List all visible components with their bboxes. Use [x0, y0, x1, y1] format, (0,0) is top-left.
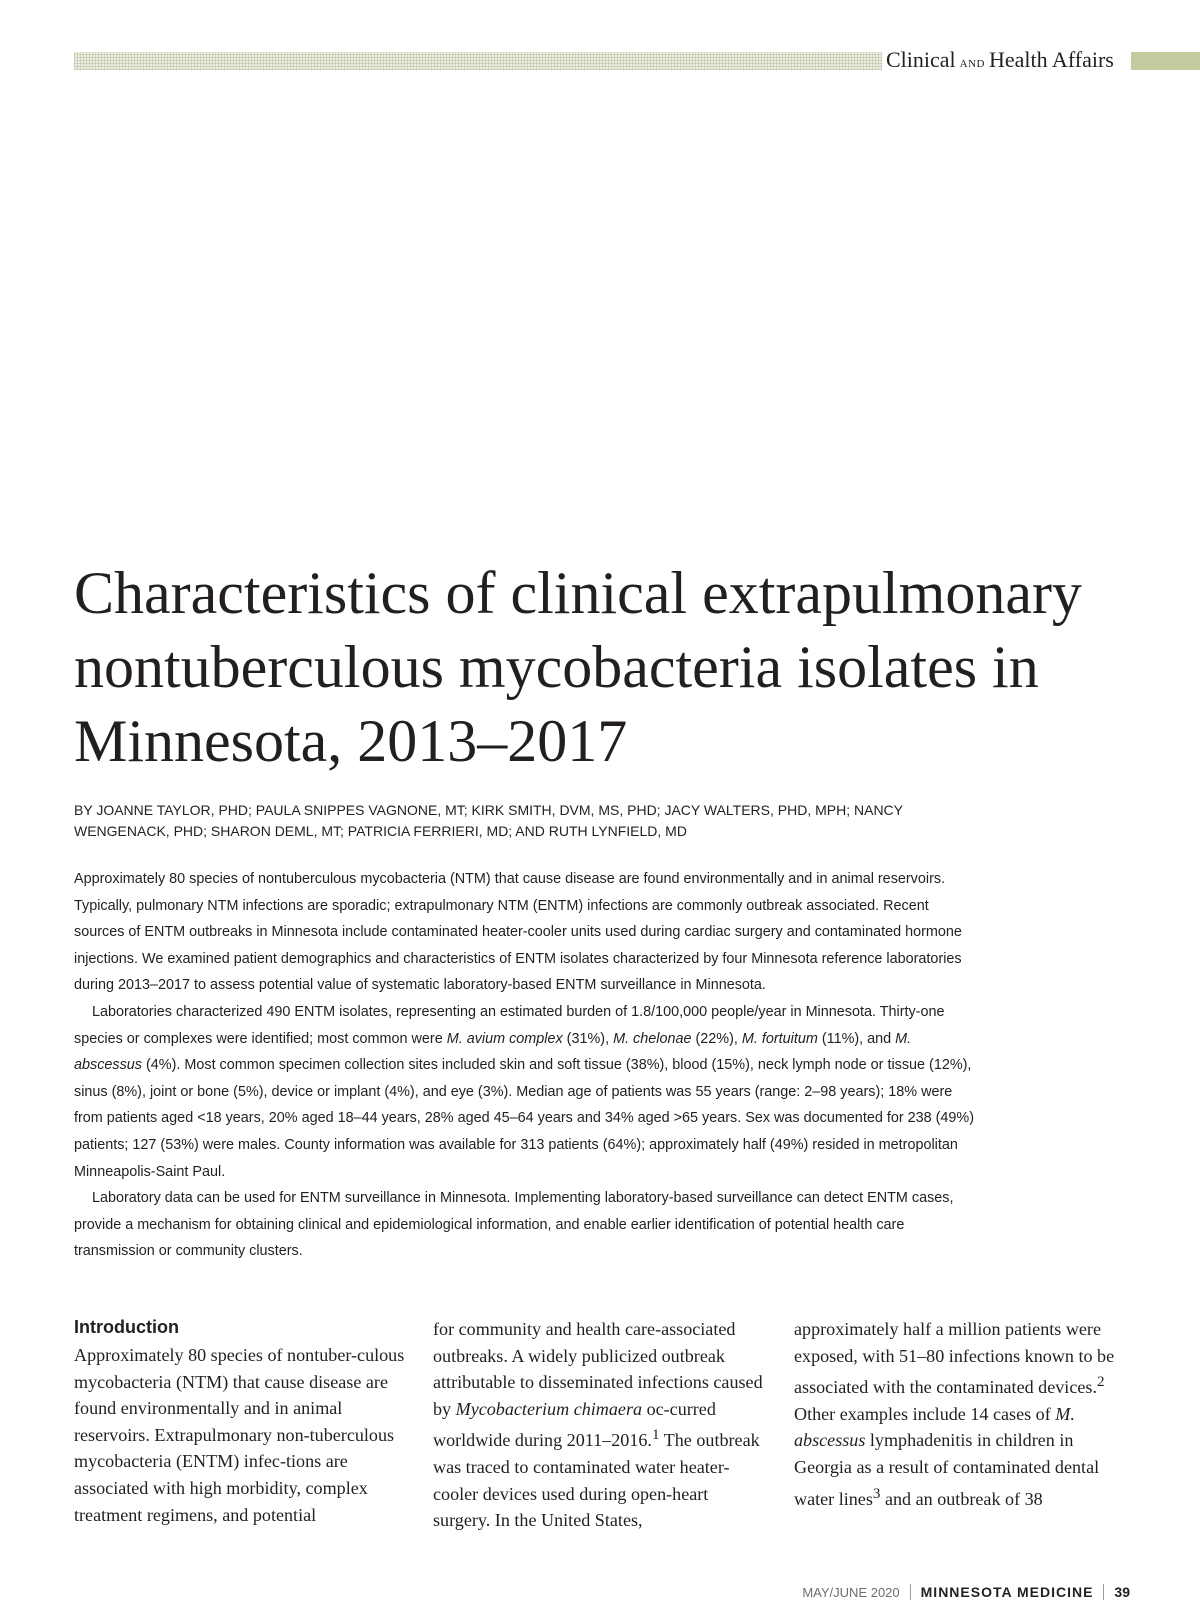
- species-name: Mycobacterium chimaera: [455, 1398, 643, 1419]
- section-label-health-affairs: Health Affairs: [989, 47, 1114, 72]
- footer-page-number: 39: [1114, 1584, 1130, 1600]
- body-text: approximately half a million patients were exposed, with 51–80 infections known to be associated with the contaminated devices.$^2$ Other examples include 14 cases of M. abscessus lymphadenitis in children in Georgia as a result of contaminated dental water lines$^3$ and an outbreak of 38: [794, 1319, 1115, 1509]
- body-column-2: [433, 1316, 769, 1534]
- page-footer: [802, 1584, 1130, 1600]
- body-text: Approximately 80 species of nontuber-culous mycobacteria (NTM) that cause disease are found environmentally and in animal reservoirs. Extrapulmonary non-tuberculous mycobacteria (ENTM) infec-tions are associated with high morbidity, complex treatment regimens, and potential: [74, 1345, 405, 1525]
- abstract-paragraph-2: Laboratories characterized 490 ENTM isolates, representing an estimated burden of 1.8/100,000 people/year in Minnesota. Thirty-one species or complexes were identified; most common were M. avium complex (31%), M. chelonae (22%), M. fortuitum (11%), and M. abscessus (4%). Most common specimen collection sites included skin and soft tissue (38%), blood (15%), neck lymph node or tissue (12%), sinus (8%), joint or bone (5%), device or implant (4%), and eye (3%). Median age of patients was 55 years (range: 2–98 years); 18% were from patients aged <18 years, 20% aged 18–44 years, 28% aged 45–64 years and 34% aged >65 years. Sex was documented for 238 (49%) patients; 127 (53%) were males. County information was available for 313 patients (64%); approximately half (49%) resided in metropolitan Minneapolis-Saint Paul.: [74, 1003, 975, 1180]
- article-byline: BY JOANNE TAYLOR, PHD; PAULA SNIPPES VAGNONE, MT; KIRK SMITH, DVM, MS, PHD; JACY WALTERS, PHD, MPH; NANCY WENGENACK, PHD; SHARON DEML, MT; PATRICIA FERRIERI, MD; AND RUTH LYNFIELD, MD: [74, 802, 903, 839]
- footer-divider: [910, 1584, 911, 1600]
- reference-superscript: 1: [651, 1427, 660, 1444]
- header-pattern-bar: [74, 52, 882, 70]
- species-name: M. fortuitum: [741, 1030, 818, 1047]
- section-label-and: AND: [959, 58, 985, 70]
- footer-issue-date: MAY/JUNE 2020: [802, 1584, 900, 1600]
- species-name: M. chelonae: [613, 1030, 692, 1047]
- abstract-paragraph-3: Laboratory data can be used for ENTM surveillance in Minnesota. Implementing laboratory-based surveillance can detect ENTM cases, provide a mechanism for obtaining clinical and epidemiological information, and enable earlier identification of potential health care transmission or community clusters.: [74, 1190, 954, 1260]
- body-column-1: [74, 1316, 410, 1528]
- footer-divider: [1103, 1584, 1104, 1600]
- introduction-heading: Introduction: [74, 1317, 179, 1337]
- abstract: [74, 866, 980, 1265]
- abstract-paragraph-1: Approximately 80 species of nontuberculous mycobacteria (NTM) that cause disease are found environmentally and in animal reservoirs. Typically, pulmonary NTM infections are sporadic; extrapulmonary NTM (ENTM) infections are commonly outbreak associated. Recent sources of ENTM outbreaks in Minnesota include contaminated heater-cooler units used during cardiac surgery and contaminated hormone injections. We examined patient demographics and characteristics of ENTM isolates characterized by four Minnesota reference laboratories during 2013–2017 to assess potential value of systematic laboratory-based ENTM surveillance in Minnesota.: [74, 871, 962, 994]
- section-label-clinical: Clinical: [886, 47, 956, 72]
- species-name: M. abscessus: [74, 1030, 912, 1074]
- footer-magazine-name: MINNESOTA MEDICINE: [920, 1584, 1094, 1600]
- species-name: M. abscessus: [794, 1403, 1075, 1451]
- reference-superscript: 3: [872, 1485, 881, 1502]
- section-label: [886, 47, 1128, 73]
- body-text: for community and health care-associated outbreaks. A widely publicized outbreak attributable to disseminated infections caused by Mycobacterium chimaera oc-curred worldwide during 2011–2016.$^1$ The outbreak was traced to contaminated water heater-cooler devices used during open-heart surgery. In the United States,: [433, 1319, 763, 1531]
- species-name: M. avium complex: [446, 1030, 563, 1047]
- header-accent-block: [1131, 52, 1200, 70]
- body-column-3: [794, 1316, 1130, 1512]
- reference-superscript: 2: [1096, 1374, 1105, 1391]
- article-title: Characteristics of clinical extrapulmonary nontuberculous mycobacteria isolates in Minnesota, 2013–2017: [74, 560, 1082, 774]
